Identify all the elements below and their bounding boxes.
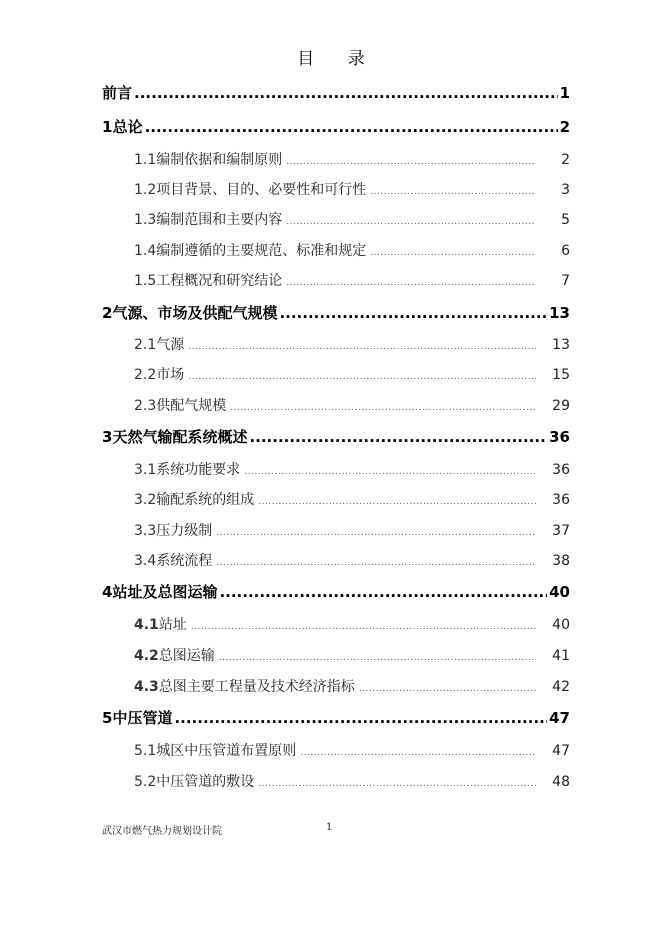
toc-entry-number: 2.1 — [134, 337, 157, 353]
toc-entry-page: 7 — [561, 273, 570, 289]
dot-leader — [286, 152, 536, 168]
dot-leader — [258, 774, 536, 790]
toc-entry-number: 2 — [102, 304, 113, 322]
toc-entry-page: 37 — [552, 523, 570, 539]
toc-entry-label: 供配气规模 — [156, 398, 227, 414]
toc-entry-number: 4 — [102, 583, 113, 601]
page-footer — [102, 822, 333, 837]
toc-entry-label: 工程概况和研究结论 — [156, 273, 283, 289]
toc-entry-page: 2 — [559, 118, 570, 136]
toc-entry-section[interactable] — [134, 149, 570, 171]
toc-entry-number: 1.3 — [134, 212, 157, 228]
toc-entry-label: 中压管道的敷设 — [156, 774, 255, 790]
toc-entry-page: 13 — [552, 337, 570, 353]
dot-leader — [230, 398, 536, 414]
dot-leader — [370, 243, 536, 259]
dot-leader — [219, 583, 547, 601]
toc-entry-section[interactable] — [134, 771, 570, 793]
toc-entry-page: 15 — [552, 367, 570, 383]
dot-leader — [258, 492, 536, 508]
dot-leader — [216, 553, 536, 569]
toc-entry-section[interactable] — [134, 334, 570, 356]
toc-entry-section[interactable] — [134, 209, 570, 231]
toc-entry-section[interactable] — [134, 645, 570, 667]
toc-entry-section[interactable] — [134, 395, 570, 417]
toc-entry-page: 42 — [552, 679, 570, 695]
toc-entry-chapter-4[interactable] — [102, 581, 570, 603]
toc-entry-number: 3.2 — [134, 492, 157, 508]
dot-leader — [216, 523, 536, 539]
dot-leader — [249, 428, 547, 446]
dot-leader — [286, 273, 536, 289]
toc-entry-page: 29 — [552, 398, 570, 414]
footer-organization: 武汉市燃气热力规划设计院 — [102, 826, 222, 837]
dot-leader — [191, 617, 536, 633]
toc-entry-label: 系统流程 — [156, 553, 213, 569]
toc-entry-section[interactable] — [134, 270, 570, 292]
toc-entry-label: 气源 — [156, 337, 185, 353]
toc-entry-preface[interactable] — [102, 82, 570, 104]
toc-entry-section[interactable] — [134, 520, 570, 542]
toc-entry-page: 41 — [552, 648, 570, 664]
toc-entry-label: 系统功能要求 — [156, 462, 241, 478]
footer-page-number: 1 — [326, 822, 333, 833]
toc-entry-page: 40 — [549, 583, 570, 601]
toc-entry-page: 3 — [561, 182, 570, 198]
toc-title: 目 录 — [297, 49, 379, 69]
toc-entry-chapter-1[interactable] — [102, 116, 570, 138]
dot-leader — [188, 337, 536, 353]
toc-entry-label: 市场 — [156, 367, 185, 383]
toc-entry-number: 1 — [102, 118, 113, 136]
toc-entry-number: 5.1 — [134, 743, 157, 759]
toc-entry-number: 5.2 — [134, 774, 157, 790]
dot-leader — [370, 182, 536, 198]
toc-entry-number: 4.3 — [134, 679, 159, 695]
toc-entry-label: 气源、市场及供配气规模 — [112, 304, 278, 322]
toc-entry-number: 4.2 — [134, 648, 159, 664]
toc-entry-label: 天然气输配系统概述 — [112, 428, 248, 446]
toc-entry-label: 总图主要工程量及技术经济指标 — [158, 679, 355, 695]
toc-entry-chapter-3[interactable] — [102, 426, 570, 448]
dot-leader — [188, 367, 536, 383]
toc-entry-number: 4.1 — [134, 617, 159, 633]
toc-entry-page: 6 — [561, 243, 570, 259]
toc-entry-chapter-2[interactable] — [102, 302, 570, 324]
toc-entry-number: 前 — [102, 84, 118, 102]
toc-entry-label: 编制依据和编制原则 — [156, 152, 283, 168]
dot-leader — [279, 304, 547, 322]
toc-entry-page: 36 — [552, 492, 570, 508]
toc-entry-label: 压力级制 — [156, 523, 213, 539]
toc-entry-label: 编制范围和主要内容 — [156, 212, 283, 228]
toc-entry-page: 36 — [549, 428, 570, 446]
dot-leader — [359, 679, 536, 695]
dot-leader — [286, 212, 536, 228]
toc-entry-label: 总论 — [112, 118, 143, 136]
toc-entry-page: 1 — [559, 84, 570, 102]
toc-entry-label: 总图运输 — [158, 648, 215, 664]
toc-entry-section[interactable] — [134, 459, 570, 481]
toc-entry-number: 1.1 — [134, 152, 157, 168]
toc-entry-label: 城区中压管道布置原则 — [156, 743, 297, 759]
toc-entry-label: 项目背景、目的、必要性和可行性 — [156, 182, 367, 198]
toc-entry-section[interactable] — [134, 364, 570, 386]
toc-entry-label: 言 — [117, 84, 133, 102]
toc-entry-number: 3 — [102, 428, 113, 446]
toc-entry-number: 3.3 — [134, 523, 157, 539]
dot-leader — [219, 648, 536, 664]
toc-entry-section[interactable] — [134, 614, 570, 636]
toc-entry-label: 编制遵循的主要规范、标准和规定 — [156, 243, 367, 259]
toc-entry-number: 3.4 — [134, 553, 157, 569]
toc-entry-number: 1.5 — [134, 273, 157, 289]
toc-entry-label: 站址及总图运输 — [112, 583, 218, 601]
toc-entry-chapter-5[interactable] — [102, 707, 570, 729]
toc-entry-section[interactable] — [134, 179, 570, 201]
toc-entry-number: 3.1 — [134, 462, 157, 478]
toc-entry-label: 输配系统的组成 — [156, 492, 255, 508]
toc-entry-number: 5 — [102, 709, 113, 727]
toc-entry-page: 47 — [552, 743, 570, 759]
dot-leader — [145, 118, 558, 136]
dot-leader — [174, 709, 547, 727]
toc-entry-page: 47 — [549, 709, 570, 727]
toc-entry-page: 38 — [552, 553, 570, 569]
dot-leader — [134, 84, 558, 102]
toc-entry-section[interactable] — [134, 740, 570, 762]
toc-entry-section[interactable] — [134, 489, 570, 511]
toc-entry-number: 2.2 — [134, 367, 157, 383]
toc-entry-page: 48 — [552, 774, 570, 790]
toc-entry-page: 40 — [552, 617, 570, 633]
toc-entry-number: 1.2 — [134, 182, 157, 198]
toc-entry-label: 中压管道 — [112, 709, 173, 727]
toc-entry-section[interactable] — [134, 550, 570, 572]
toc-entry-page: 13 — [549, 304, 570, 322]
toc-entry-number: 1.4 — [134, 243, 157, 259]
toc-entry-label: 站址 — [158, 617, 187, 633]
toc-entry-section[interactable] — [134, 240, 570, 262]
toc-entry-page: 36 — [552, 462, 570, 478]
toc-entry-page: 5 — [561, 212, 570, 228]
dot-leader — [300, 743, 536, 759]
toc-entry-section[interactable] — [134, 676, 570, 698]
dot-leader — [244, 462, 536, 478]
toc-entry-page: 2 — [561, 152, 570, 168]
toc-entry-number: 2.3 — [134, 398, 157, 414]
